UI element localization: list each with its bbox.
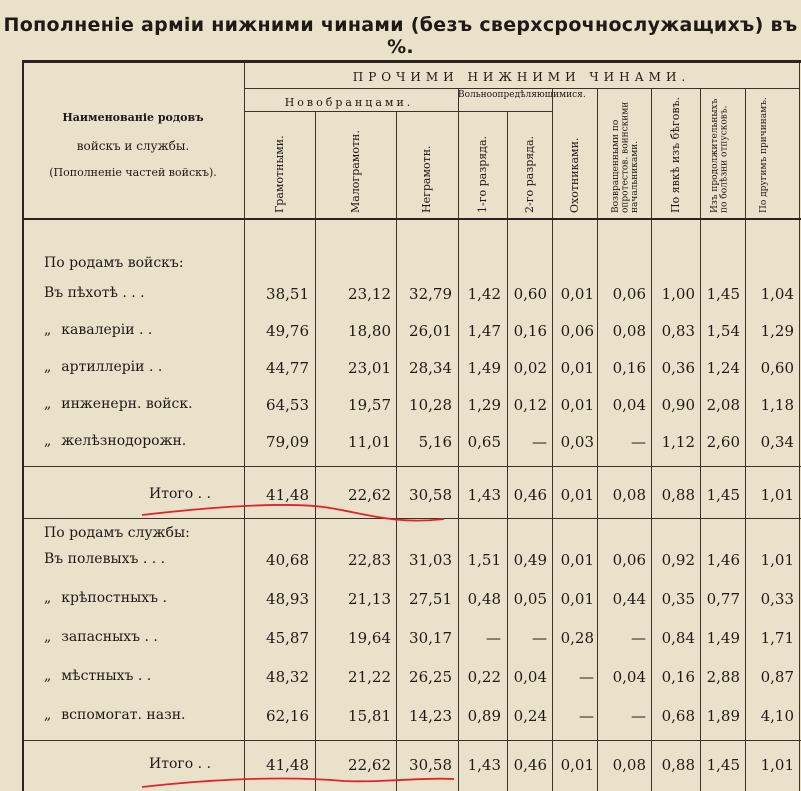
table-cell: 23,01 bbox=[348, 359, 391, 377]
table-cell: 1,01 bbox=[760, 486, 794, 504]
table-cell: 1,18 bbox=[760, 396, 794, 414]
row-label bbox=[44, 551, 165, 567]
table-cell: 0,01 bbox=[560, 756, 594, 774]
table-cell: 1,89 bbox=[706, 707, 740, 725]
ditto-mark: „ bbox=[44, 433, 52, 449]
table-cell: 0,06 bbox=[560, 322, 594, 340]
row-label bbox=[44, 629, 158, 645]
row-label-text: кавалеріи . . bbox=[61, 322, 153, 338]
table-cell: 38,51 bbox=[266, 285, 309, 303]
table-cell: 1,24 bbox=[706, 359, 740, 377]
table-cell: 0,08 bbox=[612, 756, 646, 774]
section-services-heading: По родамъ службы: bbox=[44, 525, 190, 541]
ditto-mark: „ bbox=[44, 322, 52, 338]
table-cell: — bbox=[631, 629, 646, 647]
table-cell: 11,01 bbox=[348, 433, 391, 451]
group-main-header: ПРОЧИМИ НИЖНИМИ ЧИНАМИ. bbox=[352, 70, 691, 84]
column-header-1: Грамотными. bbox=[272, 135, 286, 213]
row-label-text: запасныхъ . . bbox=[61, 629, 158, 645]
row-label-text: артиллеріи . . bbox=[61, 359, 163, 375]
row-header-line1: Наименованіе родовъ bbox=[62, 111, 204, 124]
table-cell: 1,01 bbox=[760, 551, 794, 569]
table-cell: 0,01 bbox=[560, 396, 594, 414]
table-cell: 45,87 bbox=[266, 629, 309, 647]
table-cell: 0,04 bbox=[513, 668, 547, 686]
row-label-text: Итого . . bbox=[149, 486, 211, 502]
row-label-text: Въ пѣхотѣ . . . bbox=[44, 285, 145, 301]
table-cell: 0,01 bbox=[560, 359, 594, 377]
table-cell: 79,09 bbox=[266, 433, 309, 451]
table-cell: 1,43 bbox=[467, 756, 501, 774]
table-cell: 0,46 bbox=[513, 486, 547, 504]
data-table bbox=[22, 60, 801, 791]
table-cell: — bbox=[631, 433, 646, 451]
column-divider bbox=[315, 111, 316, 791]
table-cell: 0,68 bbox=[661, 707, 695, 725]
table-cell: 0,22 bbox=[467, 668, 501, 686]
table-cell: 30,58 bbox=[409, 486, 452, 504]
table-cell: 0,44 bbox=[612, 590, 646, 608]
table-cell: 1,51 bbox=[467, 551, 501, 569]
table-cell: 0,02 bbox=[513, 359, 547, 377]
row-header-line2: войскъ и службы. bbox=[76, 138, 190, 153]
table-cell: 2,60 bbox=[706, 433, 740, 451]
section-rule bbox=[24, 518, 801, 519]
column-header-2: Малограмотн. bbox=[348, 130, 362, 213]
table-cell: 22,83 bbox=[348, 551, 391, 569]
row-label-text: Въ полевыхъ . . . bbox=[44, 551, 166, 567]
table-cell: 0,87 bbox=[760, 668, 794, 686]
table-cell: 1,42 bbox=[467, 285, 501, 303]
row-label bbox=[44, 433, 186, 449]
column-header-7: Возвращенными по опротестов. воинскими начальниками. bbox=[611, 101, 640, 213]
row-label bbox=[44, 359, 162, 375]
table-cell: 40,68 bbox=[266, 551, 309, 569]
table-cell: 0,60 bbox=[513, 285, 547, 303]
table-cell: 19,57 bbox=[348, 396, 391, 414]
table-cell: 0,01 bbox=[560, 486, 594, 504]
total-rule bbox=[24, 740, 801, 741]
column-divider bbox=[507, 111, 508, 791]
table-cell: 0,16 bbox=[612, 359, 646, 377]
table-cell: 0,33 bbox=[760, 590, 794, 608]
table-cell: 0,90 bbox=[661, 396, 695, 414]
table-cell: 0,35 bbox=[661, 590, 695, 608]
ditto-mark: „ bbox=[44, 707, 52, 723]
table-cell: 0,77 bbox=[706, 590, 740, 608]
table-cell: 1,45 bbox=[706, 486, 740, 504]
table-cell: 22,62 bbox=[348, 756, 391, 774]
column-header-9: Изъ продолжительныхъ по болѣзни отпусковъ. bbox=[709, 98, 729, 213]
table-cell: 0,06 bbox=[612, 285, 646, 303]
page-title: Пополненіе арміи нижними чинами (безъ сверхсрочнослужащихъ) въ %. bbox=[3, 14, 798, 58]
table-cell: 0,04 bbox=[612, 668, 646, 686]
table-cell: 1,29 bbox=[467, 396, 501, 414]
table-cell: 1,29 bbox=[760, 322, 794, 340]
table-cell: 19,64 bbox=[348, 629, 391, 647]
table-cell: 0,01 bbox=[560, 285, 594, 303]
table-cell: 0,89 bbox=[467, 707, 501, 725]
table-cell: 1,46 bbox=[706, 551, 740, 569]
table-cell: 0,88 bbox=[661, 486, 695, 504]
red-underline-services bbox=[142, 779, 454, 787]
table-cell: 0,06 bbox=[612, 551, 646, 569]
table-cell: 0,28 bbox=[560, 629, 594, 647]
table-cell: — bbox=[532, 629, 547, 647]
table-cell: 0,01 bbox=[560, 551, 594, 569]
table-cell: 0,34 bbox=[760, 433, 794, 451]
ditto-mark: „ bbox=[44, 629, 52, 645]
table-cell: 0,12 bbox=[513, 396, 547, 414]
column-divider bbox=[396, 111, 397, 791]
row-label-text: Итого . . bbox=[149, 756, 211, 772]
row-label bbox=[44, 396, 193, 412]
header-divider bbox=[244, 88, 799, 89]
column-header-8: По явкѣ изъ бѣговъ. bbox=[668, 96, 682, 213]
table-cell: 1,43 bbox=[467, 486, 501, 504]
table-cell: 1,71 bbox=[760, 629, 794, 647]
total-label bbox=[149, 756, 211, 772]
table-cell: 0,03 bbox=[560, 433, 594, 451]
row-label bbox=[44, 590, 167, 606]
table-cell: 1,01 bbox=[760, 756, 794, 774]
group-recruits-header: Новобранцами. bbox=[284, 96, 414, 109]
table-cell: 0,49 bbox=[513, 551, 547, 569]
table-cell: 31,03 bbox=[409, 551, 452, 569]
table-cell: 48,32 bbox=[266, 668, 309, 686]
total-rule bbox=[24, 466, 801, 467]
table-cell: — bbox=[631, 707, 646, 725]
header-divider bbox=[244, 111, 552, 112]
table-cell: 41,48 bbox=[266, 486, 309, 504]
table-cell: 23,12 bbox=[348, 285, 391, 303]
table-cell: 0,84 bbox=[661, 629, 695, 647]
table-cell: 1,45 bbox=[706, 285, 740, 303]
header-bottom-rule bbox=[24, 218, 801, 220]
table-cell: 0,16 bbox=[661, 668, 695, 686]
row-label-text: желѣзнодорожн. bbox=[61, 433, 187, 449]
section-troops-heading: По родамъ войскъ: bbox=[44, 255, 184, 271]
table-cell: 48,93 bbox=[266, 590, 309, 608]
table-cell: 21,22 bbox=[348, 668, 391, 686]
table-cell: 5,16 bbox=[418, 433, 452, 451]
column-header-4: 1-го разряда. bbox=[475, 135, 489, 213]
row-label-text: мѣстныхъ . . bbox=[61, 668, 152, 684]
table-cell: 0,46 bbox=[513, 756, 547, 774]
column-header-5: 2-го разряда. bbox=[522, 135, 536, 213]
table-cell: 1,00 bbox=[661, 285, 695, 303]
column-header-3: Неграмотн. bbox=[420, 145, 433, 213]
column-divider bbox=[799, 63, 800, 791]
ditto-mark: „ bbox=[44, 668, 52, 684]
table-cell: 64,53 bbox=[266, 396, 309, 414]
table-cell: 0,60 bbox=[760, 359, 794, 377]
row-label-text: инженерн. войск. bbox=[61, 396, 193, 412]
table-cell: 0,16 bbox=[513, 322, 547, 340]
table-cell: 1,45 bbox=[706, 756, 740, 774]
table-cell: 1,54 bbox=[706, 322, 740, 340]
ditto-mark: „ bbox=[44, 396, 52, 412]
row-label-text: крѣпостныхъ . bbox=[61, 590, 167, 606]
table-cell: 1,49 bbox=[706, 629, 740, 647]
table-cell: 44,77 bbox=[266, 359, 309, 377]
table-cell: 21,13 bbox=[348, 590, 391, 608]
table-cell: 0,05 bbox=[513, 590, 547, 608]
table-cell: 1,47 bbox=[467, 322, 501, 340]
table-cell: — bbox=[486, 629, 501, 647]
table-cell: 10,28 bbox=[409, 396, 452, 414]
table-cell: 22,62 bbox=[348, 486, 391, 504]
table-cell: 0,01 bbox=[560, 590, 594, 608]
table-cell: 0,65 bbox=[467, 433, 501, 451]
table-cell: 2,08 bbox=[706, 396, 740, 414]
table-cell: 0,88 bbox=[661, 756, 695, 774]
table-cell: 14,23 bbox=[409, 707, 452, 725]
table-cell: 28,34 bbox=[409, 359, 452, 377]
group-volunteers-header: Вольноопредѣляющимися. bbox=[458, 90, 586, 100]
table-cell: 26,25 bbox=[409, 668, 452, 686]
table-cell: 0,92 bbox=[661, 551, 695, 569]
table-cell: 15,81 bbox=[348, 707, 391, 725]
row-header bbox=[24, 111, 242, 180]
table-cell: 49,76 bbox=[266, 322, 309, 340]
table-cell: 62,16 bbox=[266, 707, 309, 725]
table-cell: 2,88 bbox=[706, 668, 740, 686]
table-cell: 0,08 bbox=[612, 486, 646, 504]
table-cell: 0,08 bbox=[612, 322, 646, 340]
row-label bbox=[44, 322, 152, 338]
table-cell: 0,36 bbox=[661, 359, 695, 377]
table-cell: 27,51 bbox=[409, 590, 452, 608]
row-header-line3: (Пополненіе частей войскъ). bbox=[49, 165, 217, 179]
column-header-10: По другимъ причинамъ. bbox=[759, 97, 769, 213]
ditto-mark: „ bbox=[44, 359, 52, 375]
table-cell: — bbox=[579, 707, 594, 725]
table-cell: 30,58 bbox=[409, 756, 452, 774]
row-label bbox=[44, 285, 145, 301]
table-cell: 26,01 bbox=[409, 322, 452, 340]
table-cell: 30,17 bbox=[409, 629, 452, 647]
row-label-text: вспомогат. назн. bbox=[61, 707, 186, 723]
column-header-6: Охотниками. bbox=[567, 137, 581, 213]
table-cell: 18,80 bbox=[348, 322, 391, 340]
ditto-mark: „ bbox=[44, 590, 52, 606]
table-cell: 0,24 bbox=[513, 707, 547, 725]
table-cell: 32,79 bbox=[409, 285, 452, 303]
table-cell: 1,04 bbox=[760, 285, 794, 303]
table-cell: 41,48 bbox=[266, 756, 309, 774]
table-cell: 0,83 bbox=[661, 322, 695, 340]
table-cell: 0,48 bbox=[467, 590, 501, 608]
table-cell: 0,04 bbox=[612, 396, 646, 414]
table-cell: — bbox=[579, 668, 594, 686]
table-cell: 1,12 bbox=[661, 433, 695, 451]
table-cell: — bbox=[532, 433, 547, 451]
table-cell: 1,49 bbox=[467, 359, 501, 377]
total-label bbox=[149, 486, 211, 502]
table-cell: 4,10 bbox=[760, 707, 794, 725]
row-label bbox=[44, 668, 151, 684]
row-label bbox=[44, 707, 186, 723]
